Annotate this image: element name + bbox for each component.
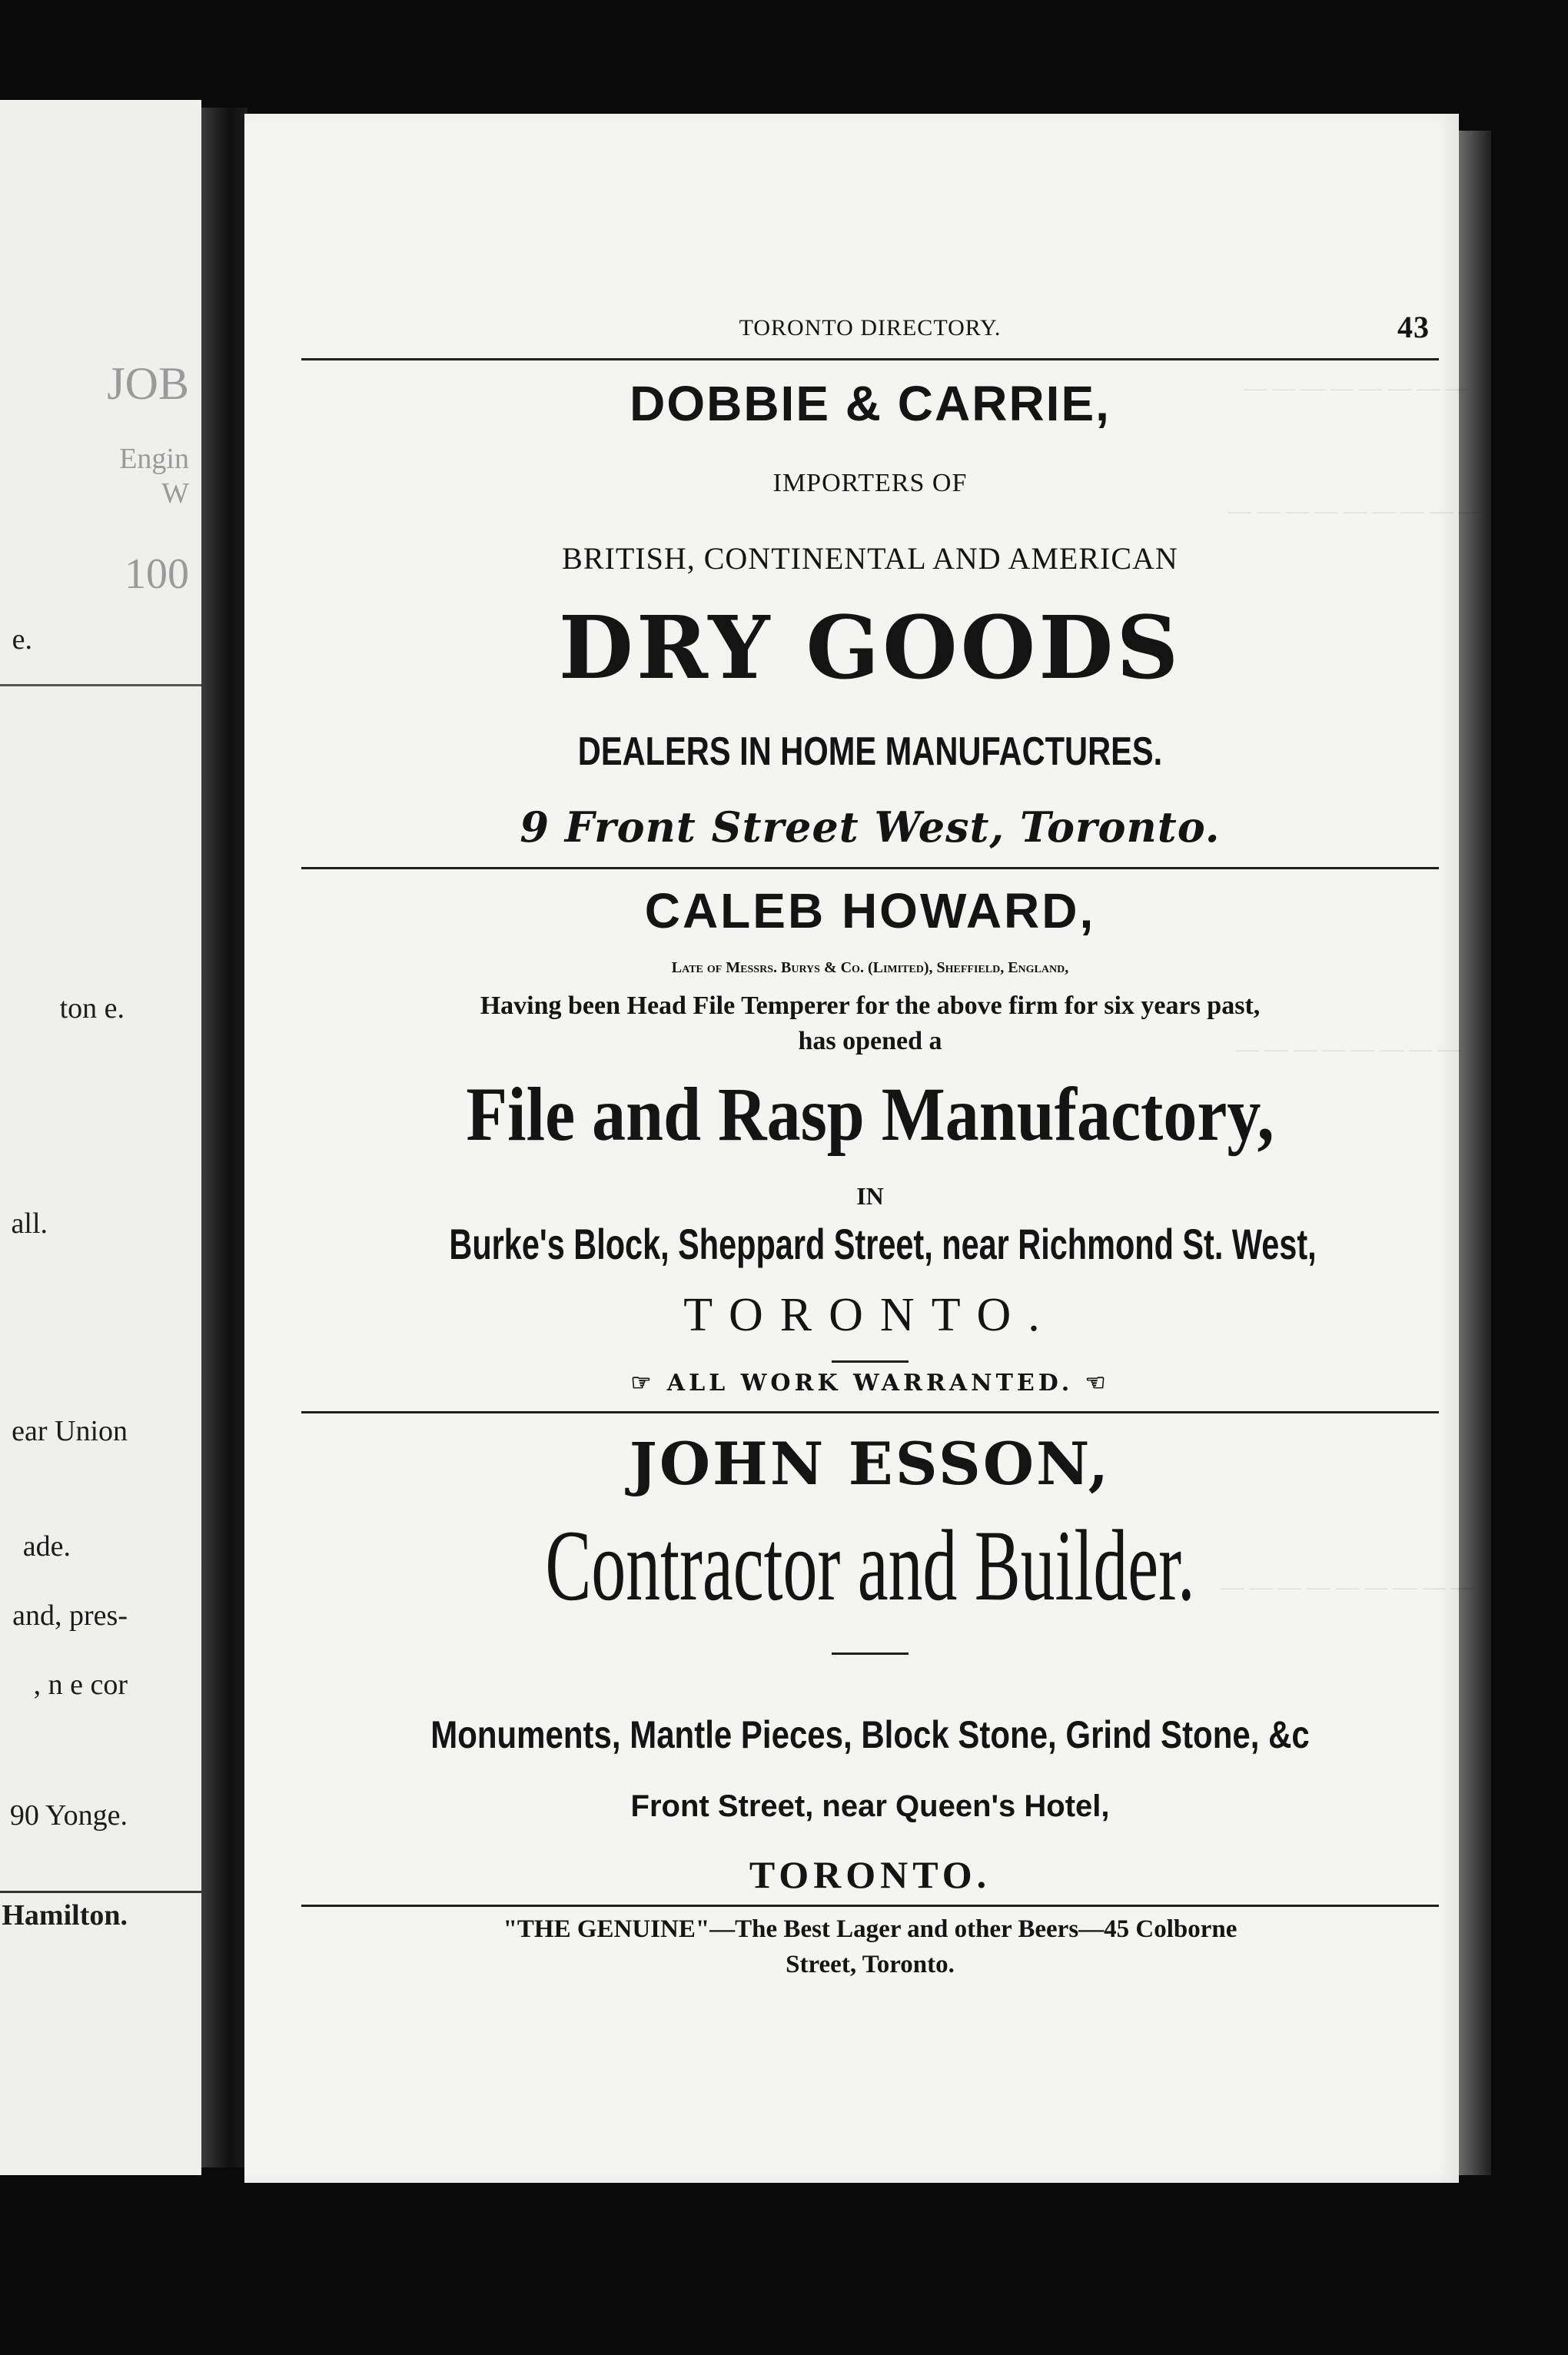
ad-divider xyxy=(301,867,1439,869)
left-fragment: W xyxy=(161,477,189,510)
ad-warranty: ☞ ALL WORK WARRANTED. ☜ xyxy=(630,1370,1110,1397)
advertiser-name: CALEB HOWARD, xyxy=(644,883,1096,938)
advertiser-name: DOBBIE & CARRIE, xyxy=(630,376,1111,431)
left-fragment: e. xyxy=(12,623,32,656)
ad-divider xyxy=(301,1411,1439,1413)
ad-headline: Contractor and Builder. xyxy=(545,1509,1195,1622)
header-rule xyxy=(301,358,1439,360)
left-fragment: 90 Yonge. xyxy=(9,1799,128,1832)
page-number: 43 xyxy=(1397,310,1430,344)
ad-text: Having been Head File Temperer for the above firm for six years past, xyxy=(480,991,1261,1020)
directory-page: — — — — — — — — — — — — — — — — — — — — — — — — — — — — — — — — — — TORONTO DIRECTORY. 43 DOBBIE & CARRIE, IMPORTERS OF BRITISH, CONTINENTAL AND AMERICAN DRY GOODS DEALERS IN HOME MANUFACTURES. 9 Front Street West, Toronto. CALEB HOWARD, Late of Messrs. Burys & Co. (Limited), Sheffield, England, Having been Head File Temperer for the above firm for six years past, has opened a File and Rasp Manufactory, IN Burke's Block, Sheppard Street, near Richmond St. West, TORONTO. ☞ ALL WORK WARRANTED. ☜ JOHN ESSON, Contractor and Builder. Monuments, Mantle Pieces, Block Stone, Grind Stone, &c Front Street, near Queen's Hotel, TORONTO. "THE GENUINE"—The Best Lager and other Beers—45 Colborne Street, Toronto. xyxy=(244,114,1459,2183)
left-fragment: Hamilton. xyxy=(2,1899,128,1931)
ad-headline: File and Rasp Manufactory, xyxy=(466,1071,1274,1157)
page-edge xyxy=(1459,131,1491,2175)
ad-address: 9 Front Street West, Toronto. xyxy=(520,802,1221,852)
left-fragment: ear Union xyxy=(12,1415,128,1447)
ad-address: Burke's Block, Sheppard Street, near Richmond St. West, xyxy=(449,1220,1317,1268)
ad-headline: DRY GOODS xyxy=(558,598,1182,699)
left-facing-page xyxy=(0,100,201,2175)
left-fragment: Engin xyxy=(119,443,189,475)
ad-text: Monuments, Mantle Pieces, Block Stone, Grind Stone, &c xyxy=(430,1713,1310,1756)
ad-text: has opened a xyxy=(798,1027,942,1055)
left-fragment: ton e. xyxy=(59,992,125,1025)
ad-divider xyxy=(301,1905,1439,1907)
left-fragment: JOB xyxy=(107,358,189,409)
left-fragment: all. xyxy=(11,1207,48,1240)
left-fragment: and, pres- xyxy=(12,1599,128,1632)
running-title: TORONTO DIRECTORY. xyxy=(739,315,1002,340)
footer-line: Street, Toronto. xyxy=(786,1951,955,1978)
ad-text: DEALERS IN HOME MANUFACTURES. xyxy=(577,729,1163,774)
ad-address: Front Street, near Queen's Hotel, xyxy=(630,1789,1110,1823)
ad-text: IMPORTERS OF xyxy=(772,469,968,497)
ad-text: BRITISH, CONTINENTAL AND AMERICAN xyxy=(562,541,1178,576)
footer-line: "THE GENUINE"—The Best Lager and other Beers—45 Colborne xyxy=(503,1915,1237,1943)
ad-text: IN xyxy=(856,1182,884,1210)
ad-city: TORONTO. xyxy=(683,1289,1057,1341)
left-fragment: , n e cor xyxy=(33,1669,128,1701)
ad-text: Late of Messrs. Burys & Co. (Limited), Sheffield, England, xyxy=(671,959,1069,976)
book-gutter xyxy=(201,108,247,2167)
left-fragment: ade. xyxy=(22,1530,71,1563)
advertiser-name: JOHN ESSON, xyxy=(629,1430,1111,1498)
running-head xyxy=(301,310,1439,344)
left-fragment: 100 xyxy=(125,550,189,598)
ad-city: TORONTO. xyxy=(749,1853,992,1896)
